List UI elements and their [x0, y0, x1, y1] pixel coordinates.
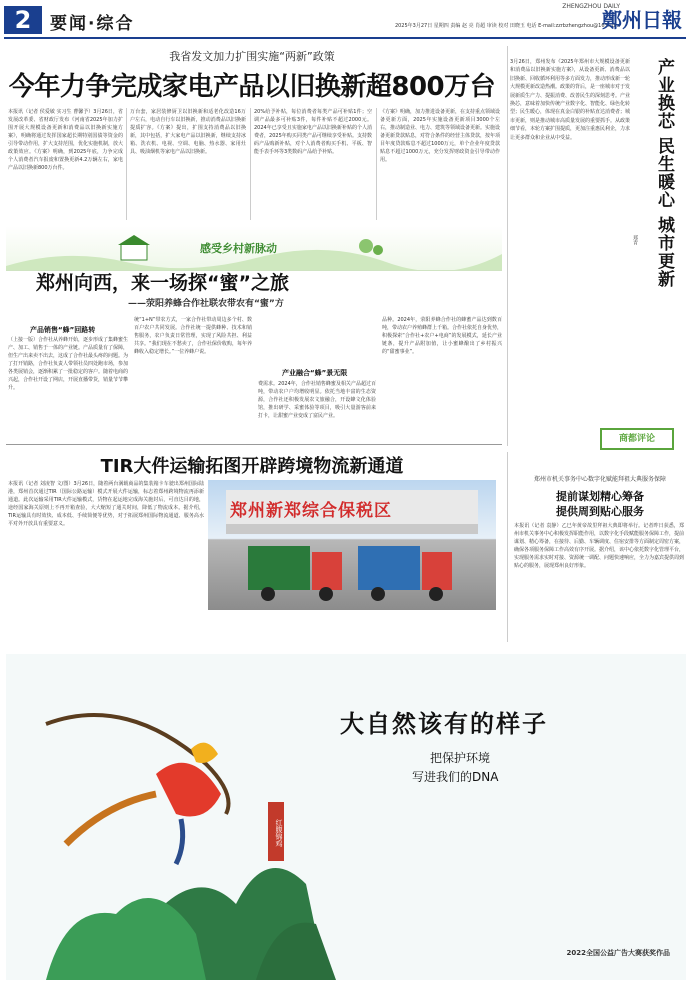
story2-body-col3: 费需求。2024年，合作社销售蜂蜜及相关产品超过百吨，带动农户户均增收明显。依托当地丰富的生态资源，合作社还积极发展农文旅融合，开设蜂文化体验馆，推出研学、采蜜体验等项目，吸引大量游客前来打卡，让甜蜜产业变成了富民产业。 — [258, 381, 376, 419]
rb-headline-1: 提前谋划精心筹备 — [556, 490, 644, 503]
newspaper-logo: 鄭州日報 — [602, 8, 682, 32]
story2-body-col4: 品种。2024年，荥阳养蜂合作社的蜂蜜产品达到数百吨，带动农户养殖蜂群上千箱。合作社依托自身优势，积极探索“合作社+农户+电商”的发展模式，延长产业链条，提升产品附加值，让小蜜蜂酿出了乡村振兴的“甜蜜事业”。 — [382, 317, 502, 355]
column-divider — [250, 108, 251, 220]
lead-body-col1: 本报讯（记者 侯爱敏 实习生 曹馨予）3月26日，省发展改革委、省财政厅发布《河南省2025年加力扩围开展大规模设备更新和消费品以旧换新实施方案》，明确将通过发挥国家超长期特别国债等资金的引导带动作用，扩大支持范围，优化实施机制，放大政策效应。《方案》明确，到2025年底，力争完成个人消费者汽车报废和置换更新4.2万辆左右，家电产品以旧换新800万台件。 — [8, 109, 123, 171]
column-divider — [376, 108, 377, 220]
column-divider — [507, 46, 508, 446]
issue-meta: 2025年3月27日 星期四 责编 赵 亮 肖超 审读 校对 田晓玉 电话 E-mail:zzrbzhengzhou@163.com — [394, 23, 620, 29]
ad-headline: 大自然该有的样子 — [340, 710, 548, 738]
lead-kicker: 我省发文加力扩围实施“两新”政策 — [169, 50, 335, 63]
commentary-title: 产业换芯 民生暖心 城市更新 — [654, 58, 674, 288]
commentary-author: 郑青 — [632, 235, 638, 245]
story2-deck: ——荥阳养蜂合作社联农带农有“蜜”方 — [128, 299, 284, 309]
story2-subhead-integration: 产业融合“蜂”景无限 — [282, 369, 348, 377]
ad-footer: 2022全国公益广告大赛获奖作品 — [566, 949, 670, 957]
commentary-body: 3月26日，郑州发布《2025年郑州市大规模设备更新和消费品以旧换新实施方案》，从设备更新、消费品以旧换新、回收循环利用等多方面发力，推动形成新一轮大规模更新改造热潮。政策的背后，是一座城市对于发展新质生产力、提振消费、改善民生的深刻思考。产业换芯，意味着加快传统产业数字化、智能化、绿色化转型；民生暖心，体现在真金白银的补贴直达消费者；城市更新，则是推动城市高质量发展的重要抓手。从政策细节看，本轮方案扩围提质，更加注重惠民利企，力求让更多群众和企业从中受益。 — [510, 59, 630, 141]
lead-body-col3: 20%给予补贴，每位消费者每类产品可补贴1件；空调产品最多可补贴3件，每件补贴不超过2000元。2024年已享受且实施家电产品以旧换新补贴的个人消费者，2025年购买同类产品可继续享受补贴。支持数码产品购新补贴，对个人消费者购买手机、平板、智能手表手环等3类数码产品给予补贴。 — [254, 109, 372, 155]
trucks-photo — [208, 480, 496, 610]
story3-headline: TIR大件运输拓图开辟跨境物流新通道 — [100, 456, 404, 477]
ad-tagline-1: 把保护环境 — [430, 751, 491, 765]
story2-body-col1: （上接一版）合作社从养蜂开始，逐步形成了集蜂蜜生产、加工、销售于一体的产业链。产品质量有了保障，但生产出来卖不出去，这成了合作社最头疼的问题。为了打开销路，合作社负责人带领社员四处跑市场，参加各类展销会，逐渐积累了一批稳定的客户。随着电商的兴起，合作社开设了网店，开展直播带货，销量节节攀升。 — [8, 337, 128, 391]
header-rule — [4, 37, 686, 39]
section-divider — [6, 444, 502, 445]
ad-illustration — [6, 654, 686, 980]
lead-body-col2: 万台套，家居装修厨卫以旧换新和适老化改造16万户左右，电动自行车以旧换新，推动消费品以旧换新提质扩容。《方案》提出，扩围支持消费品以旧换新，其中包括，扩大家电产品以旧换新，继续支持冰箱、洗衣机、电视、空调、电脑、热水器、家用灶具、吸油烟机等家电产品以旧换新。 — [130, 109, 246, 155]
brand-english: ZHENGZHOU DAILY — [562, 3, 620, 10]
lead-body-col4: 《方案》明确，加力推进设备更新，在支持重点领域设备更新方面，2025年实施设备更新项目3000个左右，推动制造业、电力、建筑等领域设备更新。实施设备更新贷款贴息，对符合条件的经营主体贷款，按年项目年度贷款贴息不超过1000万元，单个企业年度贷款贴息不超过1000万元，充分发挥财政资金引导带动作用。 — [380, 109, 500, 163]
story3-body: 本报讯（记者 刘凌智 文/图）3月26日，随着两台满载商品的集装箱卡车驶出郑州国际陆港，郑州首次通过TIR（国际公路运输）模式开展大件运输，标志着郑州跨境物流再添新通道。此次运输采用TIR大件运输模式，货物在起运地完成海关施封后，可直达目的地，途经国家海关原则上不再开箱查验，大大缩短了通关时间，降低了物流成本。据介绍，TIR运输具有时效快、成本低、手续简便等优势，对于拓展郑州国际物流通道、服务高水平对外开放具有重要意义。 — [8, 481, 204, 527]
lead-headline: 今年力争完成家电产品以旧换新超800万台 — [8, 72, 496, 102]
commentary-badge: 商都评论 — [600, 428, 674, 450]
story2-body-col2: 统“1+N”带农方式，一家合作社带动周边多个村、数百户农户共同发展。合作社统一提供蜂种、技术和销售服务，农户负责日常管理，实现了风险共担、利益共享。“我们现在不愁卖了，合作社保价收购，每年养蜂收入稳定增长。”一位养蜂户说。 — [134, 317, 252, 355]
ad-tagline-2: 写进我们的DNA — [412, 770, 499, 784]
banner-title: 感受乡村新脉动 — [200, 242, 277, 255]
photo-sign-text: 郑州新郑综合保税区 — [230, 501, 392, 521]
rb-body: 本报讯（记者 袁静）乙巳年黄帝故里拜祖大典即将举行。记者昨日获悉，郑州市机关事务中心积极发挥职能作用，以数字化手段赋能服务保障工作，提前谋划、精心筹备，在接待、后勤、车辆调度、住宿安排等方面制定周密方案，确保各项服务保障工作高效有序开展。据介绍，该中心依托数字化管理平台，实现服务需求实时对接、资源统一调配、问题快速响应，全力为嘉宾提供周到贴心的服务，展现郑州良好形象。 — [514, 523, 684, 569]
section-title: 要闻·综合 — [50, 14, 135, 34]
public-service-ad — [6, 654, 686, 980]
page-number: 2 — [4, 6, 42, 34]
rb-headline-2: 提供周到贴心服务 — [556, 505, 644, 518]
story2-headline: 郑州向西，来一场探“蜜”之旅 — [36, 272, 289, 294]
column-divider — [507, 452, 508, 642]
story2-subhead-sales: 产品销售“蜂”回路转 — [30, 326, 96, 334]
rb-kicker: 郑州市机关事务中心数字化赋能拜祖大典服务保障 — [533, 476, 666, 483]
ad-seal: 红腹锦鸡 — [268, 802, 284, 861]
column-divider — [126, 108, 127, 220]
